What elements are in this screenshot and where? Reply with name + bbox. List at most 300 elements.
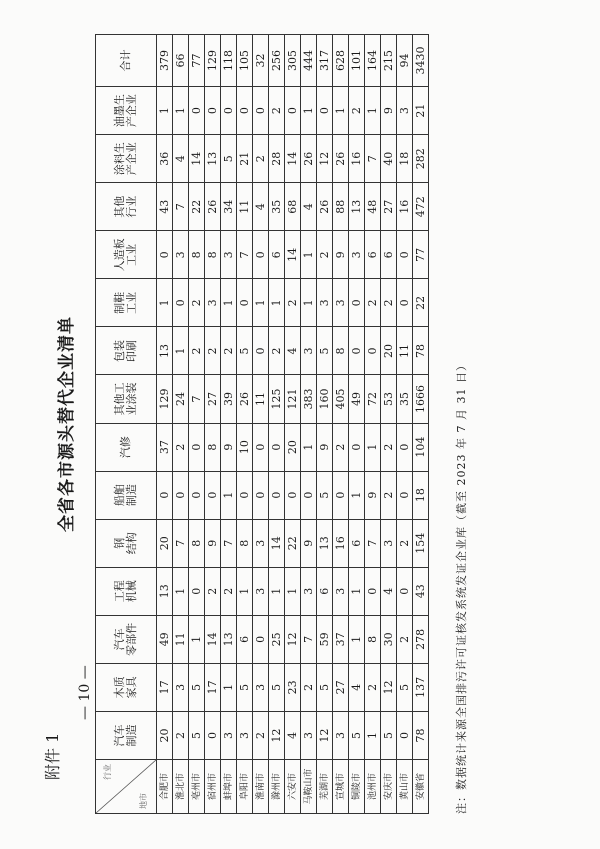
value-cell: 5	[381, 711, 397, 759]
value-cell: 8	[189, 231, 205, 279]
value-cell: 2	[365, 279, 381, 327]
value-cell: 13	[317, 519, 333, 567]
value-cell: 0	[173, 471, 189, 519]
value-cell: 1	[301, 279, 317, 327]
value-cell: 104	[413, 423, 429, 471]
value-cell: 4	[285, 711, 301, 759]
value-cell: 2	[285, 279, 301, 327]
value-cell: 28	[269, 135, 285, 183]
value-cell: 35	[269, 183, 285, 231]
value-cell: 43	[413, 567, 429, 615]
value-cell: 0	[397, 231, 413, 279]
column-header-label: 制鞋 工业	[113, 291, 138, 314]
city-cell: 芜湖市	[317, 760, 333, 814]
value-cell: 9	[221, 423, 237, 471]
value-cell: 7	[237, 231, 253, 279]
table-row	[285, 35, 301, 814]
value-cell: 7	[301, 615, 317, 663]
value-cell: 37	[333, 615, 349, 663]
value-cell: 379	[157, 35, 173, 87]
value-cell: 7	[173, 183, 189, 231]
value-cell: 12	[285, 615, 301, 663]
value-cell: 129	[205, 35, 221, 87]
value-cell: 4	[301, 183, 317, 231]
city-cell: 马鞍山市	[301, 760, 317, 814]
value-cell: 3	[301, 711, 317, 759]
city-cell: 宿州市	[205, 760, 221, 814]
value-cell: 21	[237, 135, 253, 183]
value-cell: 0	[317, 87, 333, 135]
value-cell: 0	[349, 279, 365, 327]
value-cell: 78	[413, 327, 429, 375]
value-cell: 0	[221, 87, 237, 135]
column-header-label: 钢 结构	[113, 532, 138, 555]
column-header-label: 汽车 制造	[113, 724, 138, 747]
value-cell: 0	[397, 711, 413, 759]
value-cell: 7	[221, 519, 237, 567]
value-cell: 0	[253, 471, 269, 519]
value-cell: 53	[381, 375, 397, 423]
value-cell: 5	[189, 663, 205, 711]
column-header-label: 汽修	[119, 436, 132, 459]
value-cell: 2	[301, 663, 317, 711]
attachment-text: 附件 1	[43, 732, 62, 780]
value-cell: 11	[253, 375, 269, 423]
value-cell: 5	[397, 663, 413, 711]
table-row	[173, 35, 189, 814]
corner-industry-label: 行业	[103, 764, 112, 780]
value-cell: 12	[317, 135, 333, 183]
column-header-label: 油墨生 产企业	[113, 94, 138, 128]
value-cell: 3	[221, 231, 237, 279]
value-cell: 5	[317, 327, 333, 375]
value-cell: 30	[381, 615, 397, 663]
value-cell: 0	[397, 279, 413, 327]
value-cell: 256	[269, 35, 285, 87]
city-cell: 黄山市	[397, 760, 413, 814]
value-cell: 3	[253, 663, 269, 711]
corner-region-label: 地市	[139, 793, 148, 809]
value-cell: 1	[269, 567, 285, 615]
value-cell: 0	[397, 423, 413, 471]
column-header-label: 工程 机械	[113, 580, 138, 603]
value-cell: 2	[381, 423, 397, 471]
value-cell: 59	[317, 615, 333, 663]
value-cell: 9	[381, 87, 397, 135]
value-cell: 11	[173, 615, 189, 663]
value-cell: 18	[413, 471, 429, 519]
column-header	[96, 135, 157, 183]
value-cell: 66	[173, 35, 189, 87]
city-cell: 池州市	[365, 760, 381, 814]
value-cell: 26	[237, 375, 253, 423]
value-cell: 0	[205, 471, 221, 519]
value-cell: 129	[157, 375, 173, 423]
value-cell: 35	[397, 375, 413, 423]
city-cell: 六安市	[285, 760, 301, 814]
value-cell: 3	[237, 711, 253, 759]
value-cell: 13	[221, 615, 237, 663]
value-cell: 0	[285, 87, 301, 135]
value-cell: 1	[349, 615, 365, 663]
column-header	[96, 231, 157, 279]
column-header-label: 涂料生 产企业	[113, 142, 138, 176]
value-cell: 2	[397, 519, 413, 567]
value-cell: 0	[237, 87, 253, 135]
value-cell: 2	[173, 711, 189, 759]
value-cell: 4	[253, 183, 269, 231]
city-cell: 安庆市	[381, 760, 397, 814]
value-cell: 8	[333, 327, 349, 375]
value-cell: 88	[333, 183, 349, 231]
value-cell: 26	[205, 183, 221, 231]
value-cell: 4	[349, 663, 365, 711]
rotated-content	[40, 34, 560, 814]
column-header-label: 其他工 业涂装	[113, 382, 138, 416]
column-header-label: 合计	[119, 49, 132, 72]
value-cell: 1	[157, 279, 173, 327]
value-cell: 27	[333, 663, 349, 711]
value-cell: 0	[237, 471, 253, 519]
column-header-label: 包装 印刷	[113, 339, 138, 362]
value-cell: 16	[333, 519, 349, 567]
value-cell: 0	[205, 711, 221, 759]
table-row	[253, 35, 269, 814]
value-cell: 34	[221, 183, 237, 231]
table-row	[317, 35, 333, 814]
value-cell: 0	[269, 423, 285, 471]
value-cell: 0	[253, 231, 269, 279]
value-cell: 444	[301, 35, 317, 87]
table-row	[365, 35, 381, 814]
value-cell: 26	[333, 135, 349, 183]
value-cell: 9	[333, 231, 349, 279]
value-cell: 12	[269, 711, 285, 759]
value-cell: 1	[269, 279, 285, 327]
value-cell: 8	[205, 423, 221, 471]
city-cell: 阜阳市	[237, 760, 253, 814]
value-cell: 1666	[413, 375, 429, 423]
value-cell: 154	[413, 519, 429, 567]
value-cell: 0	[269, 471, 285, 519]
value-cell: 78	[413, 711, 429, 759]
value-cell: 5	[317, 471, 333, 519]
value-cell: 2	[365, 663, 381, 711]
value-cell: 25	[269, 615, 285, 663]
value-cell: 2	[269, 87, 285, 135]
value-cell: 49	[157, 615, 173, 663]
value-cell: 5	[269, 663, 285, 711]
value-cell: 6	[349, 519, 365, 567]
column-header	[96, 423, 157, 471]
value-cell: 0	[189, 567, 205, 615]
value-cell: 125	[269, 375, 285, 423]
value-cell: 1	[365, 87, 381, 135]
column-header-label: 人造板 工业	[113, 238, 138, 272]
value-cell: 1	[349, 471, 365, 519]
value-cell: 0	[173, 279, 189, 327]
value-cell: 18	[397, 135, 413, 183]
value-cell: 3	[397, 87, 413, 135]
column-header	[96, 711, 157, 759]
value-cell: 16	[349, 135, 365, 183]
value-cell: 0	[397, 567, 413, 615]
value-cell: 472	[413, 183, 429, 231]
value-cell: 0	[333, 471, 349, 519]
column-header	[96, 519, 157, 567]
value-cell: 16	[397, 183, 413, 231]
value-cell: 2	[205, 567, 221, 615]
value-cell: 1	[333, 87, 349, 135]
value-cell: 24	[173, 375, 189, 423]
value-cell: 3	[301, 567, 317, 615]
value-cell: 77	[189, 35, 205, 87]
value-cell: 383	[301, 375, 317, 423]
value-cell: 1	[173, 87, 189, 135]
city-cell: 淮南市	[253, 760, 269, 814]
value-cell: 8	[237, 519, 253, 567]
city-cell: 蚌埠市	[221, 760, 237, 814]
value-cell: 77	[413, 231, 429, 279]
value-cell: 2	[349, 87, 365, 135]
value-cell: 2	[397, 615, 413, 663]
value-cell: 3	[173, 231, 189, 279]
column-header	[96, 375, 157, 423]
value-cell: 3	[333, 711, 349, 759]
value-cell: 14	[285, 135, 301, 183]
value-cell: 20	[285, 423, 301, 471]
value-cell: 8	[205, 231, 221, 279]
value-cell: 7	[365, 135, 381, 183]
value-cell: 20	[157, 711, 173, 759]
value-cell: 0	[397, 471, 413, 519]
value-cell: 0	[253, 327, 269, 375]
value-cell: 0	[365, 567, 381, 615]
table-row	[189, 35, 205, 814]
value-cell: 1	[253, 279, 269, 327]
column-header	[96, 279, 157, 327]
value-cell: 1	[365, 711, 381, 759]
value-cell: 48	[365, 183, 381, 231]
city-cell: 滁州市	[269, 760, 285, 814]
value-cell: 6	[381, 231, 397, 279]
table-row	[157, 35, 173, 814]
value-cell: 9	[301, 519, 317, 567]
table-row	[269, 35, 285, 814]
value-cell: 137	[413, 663, 429, 711]
value-cell: 94	[397, 35, 413, 87]
value-cell: 3	[349, 231, 365, 279]
city-cell: 亳州市	[189, 760, 205, 814]
value-cell: 0	[253, 423, 269, 471]
value-cell: 5	[317, 663, 333, 711]
enterprise-table	[95, 34, 429, 814]
value-cell: 3	[205, 279, 221, 327]
value-cell: 37	[157, 423, 173, 471]
value-cell: 3	[381, 519, 397, 567]
value-cell: 5	[237, 327, 253, 375]
value-cell: 2	[317, 231, 333, 279]
value-cell: 1	[285, 567, 301, 615]
value-cell: 164	[365, 35, 381, 87]
value-cell: 49	[349, 375, 365, 423]
value-cell: 72	[365, 375, 381, 423]
value-cell: 2	[381, 471, 397, 519]
value-cell: 22	[413, 279, 429, 327]
value-cell: 7	[365, 519, 381, 567]
value-cell: 1	[173, 327, 189, 375]
value-cell: 10	[237, 423, 253, 471]
column-header	[96, 183, 157, 231]
value-cell: 27	[205, 375, 221, 423]
column-header	[96, 471, 157, 519]
value-cell: 2	[205, 327, 221, 375]
value-cell: 160	[317, 375, 333, 423]
value-cell: 14	[205, 615, 221, 663]
value-cell: 1	[221, 279, 237, 327]
value-cell: 4	[381, 567, 397, 615]
value-cell: 2	[221, 327, 237, 375]
value-cell: 0	[301, 471, 317, 519]
value-cell: 0	[237, 279, 253, 327]
value-cell: 3	[221, 711, 237, 759]
value-cell: 22	[285, 519, 301, 567]
value-cell: 3	[333, 567, 349, 615]
value-cell: 2	[269, 327, 285, 375]
value-cell: 32	[253, 35, 269, 87]
city-cell: 安徽省	[413, 760, 429, 814]
value-cell: 405	[333, 375, 349, 423]
value-cell: 5	[221, 135, 237, 183]
value-cell: 14	[285, 231, 301, 279]
value-cell: 4	[285, 327, 301, 375]
column-header	[96, 567, 157, 615]
table-row	[413, 35, 429, 814]
value-cell: 13	[205, 135, 221, 183]
value-cell: 7	[173, 519, 189, 567]
column-header-label: 其他 行业	[113, 195, 138, 218]
value-cell: 36	[157, 135, 173, 183]
value-cell: 2	[253, 135, 269, 183]
value-cell: 3	[253, 519, 269, 567]
value-cell: 2	[253, 711, 269, 759]
value-cell: 5	[349, 711, 365, 759]
table-row	[333, 35, 349, 814]
value-cell: 1	[157, 87, 173, 135]
value-cell: 43	[157, 183, 173, 231]
column-header-label: 汽车 零部件	[113, 622, 138, 656]
value-cell: 305	[285, 35, 301, 87]
table-body	[157, 35, 429, 814]
value-cell: 2	[221, 567, 237, 615]
table-row	[381, 35, 397, 814]
value-cell: 2	[189, 327, 205, 375]
value-cell: 3	[317, 279, 333, 327]
value-cell: 1	[301, 87, 317, 135]
value-cell: 7	[189, 375, 205, 423]
value-cell: 0	[253, 87, 269, 135]
value-cell: 8	[365, 615, 381, 663]
value-cell: 0	[157, 471, 173, 519]
value-cell: 20	[157, 519, 173, 567]
column-header	[96, 327, 157, 375]
value-cell: 1	[173, 567, 189, 615]
value-cell: 20	[381, 327, 397, 375]
table-row	[205, 35, 221, 814]
page-title: 全省各市源头替代企业清单	[57, 316, 77, 532]
value-cell: 68	[285, 183, 301, 231]
value-cell: 2	[333, 423, 349, 471]
value-cell: 39	[221, 375, 237, 423]
value-cell: 118	[221, 35, 237, 87]
value-cell: 5	[237, 663, 253, 711]
value-cell: 1	[237, 567, 253, 615]
value-cell: 6	[365, 231, 381, 279]
city-cell: 合肥市	[157, 760, 173, 814]
value-cell: 6	[237, 615, 253, 663]
city-cell: 铜陵市	[349, 760, 365, 814]
value-cell: 9	[365, 471, 381, 519]
value-cell: 0	[157, 231, 173, 279]
value-cell: 3	[333, 279, 349, 327]
column-header	[96, 663, 157, 711]
value-cell: 17	[157, 663, 173, 711]
footnote: 注：数据统计来源全国排污许可证核发系统发证企业库（截至 2023 年 7 月 31 日）	[455, 359, 468, 814]
value-cell: 9	[205, 519, 221, 567]
value-cell: 628	[333, 35, 349, 87]
table-row	[221, 35, 237, 814]
column-header	[96, 35, 157, 87]
value-cell: 0	[205, 87, 221, 135]
value-cell: 215	[381, 35, 397, 87]
value-cell: 0	[365, 327, 381, 375]
value-cell: 23	[285, 663, 301, 711]
value-cell: 0	[349, 327, 365, 375]
table-row	[301, 35, 317, 814]
page-number-text: — 10 —	[77, 665, 93, 720]
column-header-label: 船舶 制造	[113, 484, 138, 507]
value-cell: 13	[349, 183, 365, 231]
value-cell: 2	[189, 279, 205, 327]
value-cell: 12	[381, 663, 397, 711]
value-cell: 17	[205, 663, 221, 711]
value-cell: 14	[269, 519, 285, 567]
value-cell: 40	[381, 135, 397, 183]
table-row	[397, 35, 413, 814]
value-cell: 5	[189, 711, 205, 759]
value-cell: 0	[253, 615, 269, 663]
value-cell: 3	[253, 567, 269, 615]
value-cell: 1	[301, 231, 317, 279]
value-cell: 0	[189, 87, 205, 135]
value-cell: 13	[157, 567, 173, 615]
value-cell: 121	[285, 375, 301, 423]
value-cell: 282	[413, 135, 429, 183]
value-cell: 26	[317, 183, 333, 231]
value-cell: 3	[301, 327, 317, 375]
value-cell: 21	[413, 87, 429, 135]
value-cell: 0	[285, 471, 301, 519]
value-cell: 9	[317, 423, 333, 471]
value-cell: 3430	[413, 35, 429, 87]
value-cell: 0	[189, 471, 205, 519]
value-cell: 22	[189, 183, 205, 231]
value-cell: 2	[173, 423, 189, 471]
value-cell: 27	[381, 183, 397, 231]
value-cell: 1	[365, 423, 381, 471]
value-cell: 12	[317, 711, 333, 759]
value-cell: 105	[237, 35, 253, 87]
